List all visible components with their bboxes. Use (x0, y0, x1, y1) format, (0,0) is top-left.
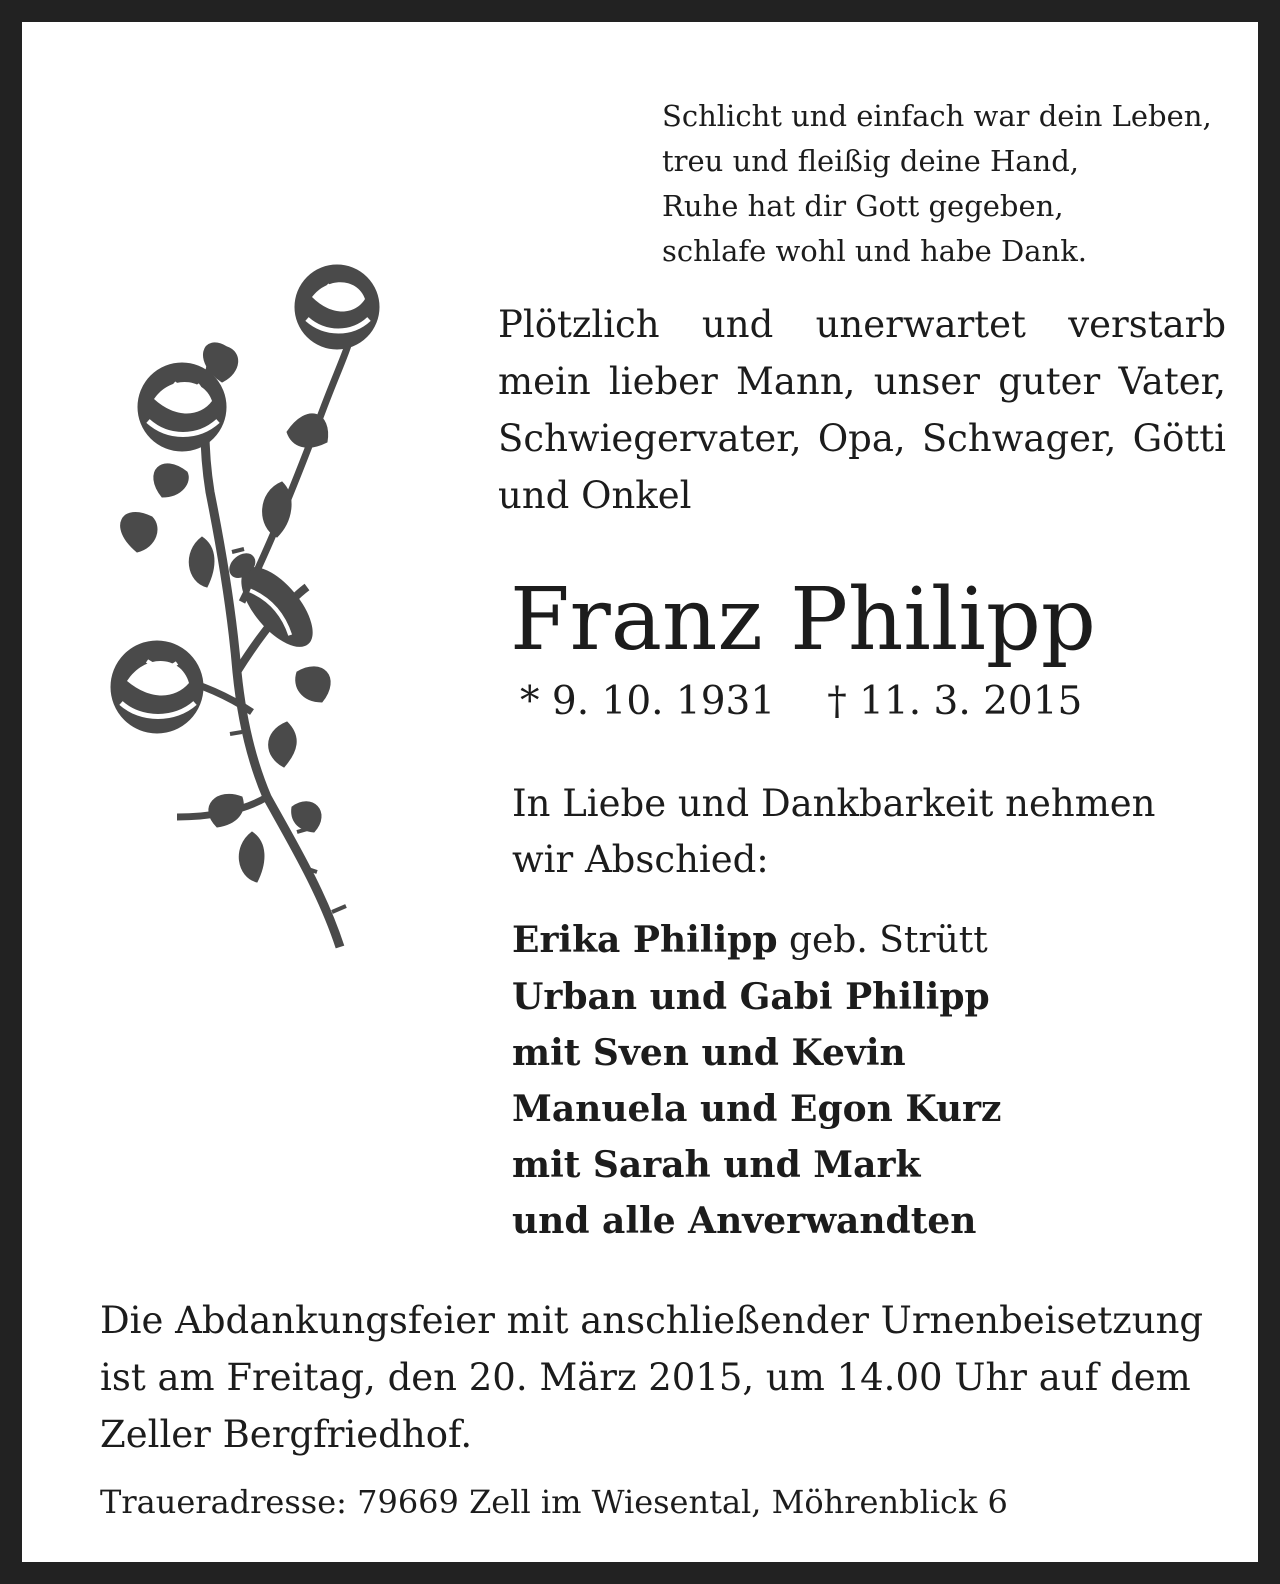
intro-line: und Onkel (498, 474, 692, 517)
family-line: Urban und Gabi Philipp (512, 976, 990, 1018)
family-line: und alle Anverwandten (512, 1200, 977, 1242)
poem-line: schlafe wohl und habe Dank. (662, 234, 1087, 268)
ceremony-line: Die Abdankungsfeier mit anschließender Urnenbeisetzung (100, 1299, 1204, 1342)
ceremony-line: Zeller Bergfriedhof. (100, 1413, 473, 1456)
death-date: † 11. 3. 2015 (827, 679, 1083, 724)
ceremony-line: ist am Freitag, den 20. März 2015, um 14.00 Uhr auf dem (100, 1356, 1191, 1399)
farewell-text (512, 776, 1156, 888)
rose-bloom (295, 265, 379, 349)
leaf (296, 667, 330, 702)
leaf (121, 512, 157, 552)
poem-line: Schlicht und einfach war dein Leben, (662, 99, 1212, 133)
leaf (263, 482, 291, 537)
poem-line: treu und fleißig deine Hand, (662, 144, 1080, 178)
family-line: Manuela und Egon Kurz (512, 1088, 1002, 1130)
birth-date: * 9. 10. 1931 (520, 679, 776, 724)
poem (662, 94, 1212, 274)
family-line: mit Sven und Kevin (512, 1032, 906, 1074)
intro-line: Schwiegervater, Opa, Schwager, Götti (498, 417, 1226, 460)
rose-bloom (111, 641, 203, 733)
intro-text (498, 296, 1226, 524)
poem-line: Ruhe hat dir Gott gegeben, (662, 189, 1064, 223)
intro-line: mein lieber Mann, unser guter Vater, (498, 360, 1226, 403)
leaf (292, 802, 321, 832)
ceremony-info (100, 1292, 1228, 1463)
life-dates (520, 676, 1082, 728)
leaf (209, 794, 243, 827)
family-line: mit Sarah und Mark (512, 1144, 921, 1186)
farewell-line: wir Abschied: (512, 838, 769, 881)
leaf (269, 722, 297, 767)
leaf (287, 414, 328, 447)
family-line (512, 912, 1001, 969)
deceased-name: Franz Philipp (510, 570, 1096, 670)
leaf (154, 464, 188, 497)
family-name: Erika Philipp (512, 919, 778, 961)
leaf (239, 832, 264, 882)
rose-branch-illustration (92, 252, 392, 952)
rose-bloom (138, 363, 226, 451)
leaf (189, 537, 214, 587)
mourning-address: Traueradresse: 79669 Zell im Wiesental, Möhrenblick 6 (100, 1483, 1008, 1521)
family-list (512, 912, 1001, 1249)
farewell-line: In Liebe und Dankbarkeit nehmen (512, 782, 1156, 825)
maiden-name: geb. Strütt (777, 920, 988, 961)
intro-line: Plötzlich und unerwartet verstarb (498, 303, 1226, 346)
